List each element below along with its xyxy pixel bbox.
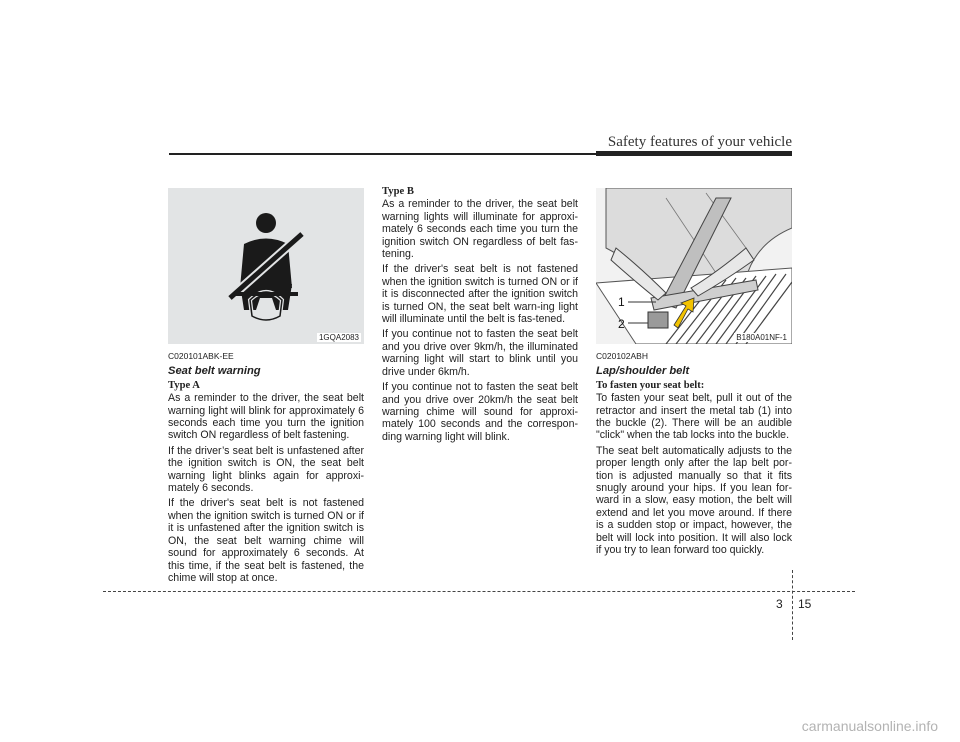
page-number: 15: [798, 597, 812, 611]
paragraph: As a reminder to the driver, the seat belt warning light will blink for approximately 6 seconds each time you turn the ignition switch ON regardless of belt fastening.: [168, 392, 364, 442]
section-heading: Lap/shoulder belt: [596, 365, 690, 378]
section-heading: Seat belt warning: [168, 365, 261, 378]
paragraph: The seat belt automatically adjusts to the proper length only after the lap belt por-tion is adjusted manually so that it fits snugly around your hips. If you lean for-ward in a slow, easy motion, the belt will extend and let you move around. If there is a sudden stop or impact, however, the belt will lock into position. It will also lock if you try to lean forward too quickly.: [596, 444, 792, 557]
paragraph: As a reminder to the driver, the seat belt warning lights will illuminate for approxi-mately 6 seconds each time you turn the ignition switch ON regardless of belt fas-tening.: [382, 198, 578, 261]
callout-1: 1: [618, 295, 625, 309]
header-rule-accent: [596, 151, 792, 156]
footer-rule: [103, 591, 855, 592]
chapter-number: 3: [776, 597, 783, 611]
paragraph: To fasten your seat belt, pull it out of the retractor and insert the metal tab (1) into the buckle (2). There will be an audible "click" when the tab locks into the buckle.: [596, 392, 792, 442]
seat-belt-warning-figure: [168, 188, 364, 344]
middle-column: [382, 186, 578, 446]
page-divider: [792, 570, 793, 640]
figure-label: 1GQA2083: [318, 333, 359, 342]
subheading: Type A: [168, 379, 200, 391]
seat-belt-warning-icon: [168, 188, 364, 344]
subheading: Type B: [382, 186, 414, 197]
seat-belt-illustration: [596, 188, 792, 344]
right-column: [596, 346, 792, 560]
paragraph: If you continue not to fasten the seat belt and you drive over 20km/h the seat belt warning chime will sound for approxi-mately 100 seconds and the correspon-ding warning light will blink.: [382, 381, 578, 443]
subheading: To fasten your seat belt:: [596, 379, 705, 391]
left-column: [168, 346, 364, 587]
figure-label: B180A01NF-1: [736, 333, 787, 342]
paragraph: If the driver's seat belt is not fastened when the ignition switch is turned ON or if it is unfastened after the ignition switch is ON, the seat belt warning chime will sound for approximately 6 seconds. At this time, if the seat belt is fastened, the chime will stop at once.: [168, 497, 364, 584]
section-code: C020101ABK-EE: [168, 351, 234, 361]
lap-shoulder-belt-figure: [596, 188, 792, 344]
callout-2: 2: [618, 317, 625, 331]
paragraph: If the driver’s seat belt is unfastened after the ignition switch is ON, the seat belt warning light blinks again for approxi-mately 6 seconds.: [168, 444, 364, 495]
paragraph: If you continue not to fasten the seat belt and you drive over 9km/h, the illuminated warning light will start to blink until you drive under 6km/h.: [382, 328, 578, 378]
watermark: carmanualsonline.info: [801, 718, 938, 734]
paragraph: If the driver's seat belt is not fastened when the ignition switch is turned ON or if it is disconnected after the ignition switch is turned ON, the seat belt warn-ing light will illuminate until the belt is fas-tened.: [382, 263, 578, 326]
section-code: C020102ABH: [596, 351, 648, 361]
section-title: Safety features of your vehicle: [607, 134, 792, 150]
